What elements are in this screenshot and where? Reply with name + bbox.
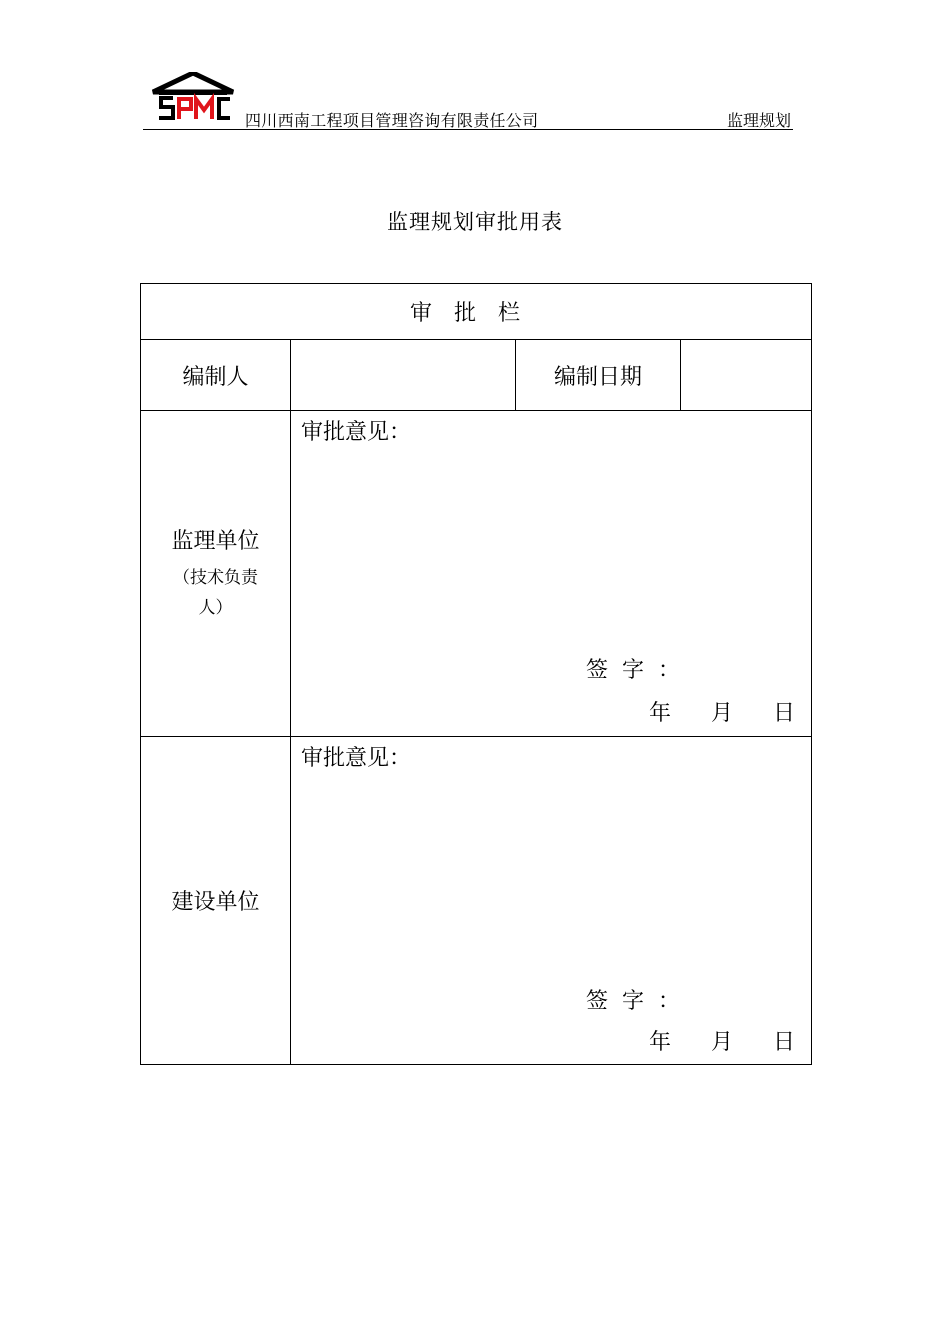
construction-opinion-field[interactable] xyxy=(291,737,812,1065)
page-header xyxy=(143,70,793,132)
construction-unit-cell xyxy=(141,737,291,1065)
construction-opinion-label: 审批意见： xyxy=(301,746,412,771)
compile-date-label: 编制日期 xyxy=(516,340,681,411)
supervision-unit-label: 监理单位 xyxy=(171,529,260,554)
approval-form-table xyxy=(140,283,812,1065)
company-name: 四川西南工程项目管理咨询有限责任公司 xyxy=(245,111,539,130)
supervision-unit-sublabel: （技术负责人） xyxy=(173,568,258,618)
company-logo xyxy=(151,72,235,122)
supervision-month-label: 月 xyxy=(710,701,733,726)
construction-month-label: 月 xyxy=(710,1030,733,1055)
header-divider xyxy=(143,129,793,130)
construction-year-label: 年 xyxy=(648,1030,671,1055)
page-title: 监理规划审批用表 xyxy=(387,210,563,234)
compiler-label: 编制人 xyxy=(141,340,291,411)
construction-date-line xyxy=(649,1025,795,1056)
supervision-opinion-field[interactable] xyxy=(291,411,812,737)
supervision-signature-label: 签字： xyxy=(586,658,695,683)
construction-day-label: 日 xyxy=(773,1030,796,1055)
approval-section-header: 审批栏 xyxy=(141,284,812,340)
compiler-field[interactable] xyxy=(291,340,516,411)
supervision-day-label: 日 xyxy=(773,701,796,726)
document-type: 监理规划 xyxy=(726,111,791,130)
supervision-unit-cell xyxy=(141,411,291,737)
construction-unit-label: 建设单位 xyxy=(171,890,260,915)
supervision-year-label: 年 xyxy=(648,701,671,726)
construction-signature-label: 签字： xyxy=(586,989,695,1014)
supervision-date-line xyxy=(649,696,795,727)
supervision-opinion-label: 审批意见： xyxy=(301,420,412,445)
compile-date-field[interactable] xyxy=(681,340,812,411)
